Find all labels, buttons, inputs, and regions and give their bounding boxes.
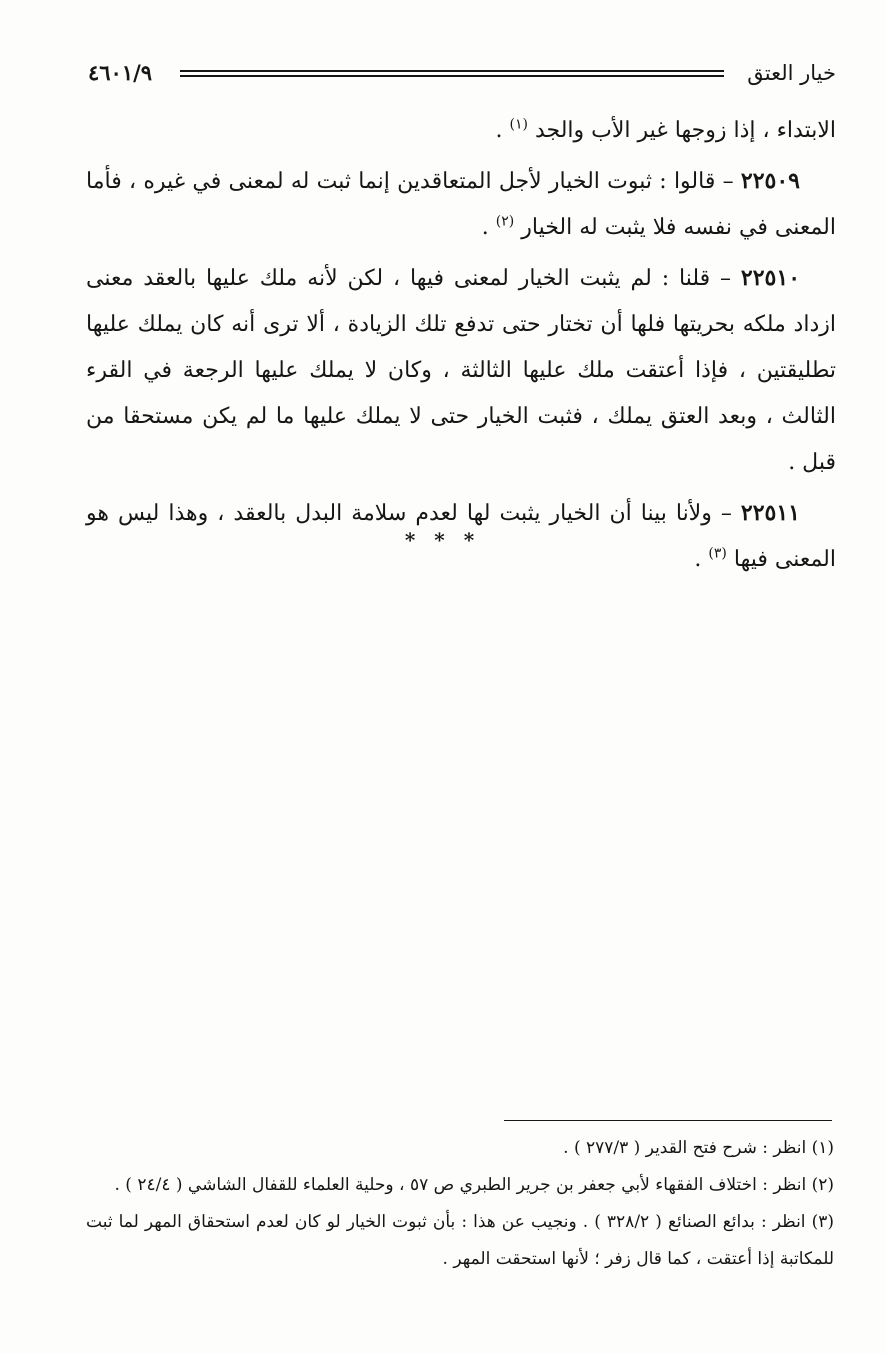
footnotes-section <box>86 1130 834 1278</box>
paragraph-end: . <box>495 118 503 143</box>
footnote-1: (١) انظر : شرح فتح القدير ( ٢٧٧/٣ ) . <box>563 1138 834 1158</box>
page-number: ٤٦٠١/٩ <box>88 60 153 85</box>
paragraph-text: – قالوا : ثبوت الخيار لأجل المتعاقدين إنما ثبت له لمعنى في غيره ، فأما المعنى في نفسه فلا يثبت له الخيار <box>86 169 836 240</box>
footnote-ref-2[interactable]: (٢) <box>495 213 515 230</box>
paragraph-22509 <box>86 158 836 251</box>
paragraph-text: الابتداء ، إذا زوجها غير الأب والجد <box>534 118 836 143</box>
section-separator: * * * <box>404 528 481 552</box>
running-title: خيار العتق <box>747 61 836 85</box>
paragraph-end: . <box>694 547 702 572</box>
paragraph-text: – قلنا : لم يثبت الخيار لمعنى فيها ، لكن لأنه ملك عليها بالعقد معنى ازداد ملكه بحريتها فلها أن تختار حتى تدفع تلك الزيادة ، ألا ترى أنه كان يملك عليها تطليقتين ، فإذا أعتقت ملك عليها الثالثة ، وكان لا يملك عليها الرجعة في القرء الثالث ، وبعد العتق يملك ، فثبت الخيار حتى لا يملك عليها ما لم يكن مستحقا من قبل . <box>86 266 836 475</box>
footnote-ref-3[interactable]: (٣) <box>708 545 727 562</box>
paragraph-22510 <box>86 255 836 486</box>
header-double-rule <box>180 70 724 77</box>
page-header <box>88 56 836 90</box>
footnote-3: (٣) انظر : بدائع الصنائع ( ٣٢٨/٢ ) . ونجيب عن هذا : بأن ثبوت الخيار لو كان لعدم استحقاق المهر لما ثبت للمكاتبة إذا أعتقت ، كما قال زفر ؛ لأنها استحقت المهر . <box>86 1212 835 1269</box>
footnote-rule <box>504 1120 832 1121</box>
main-text <box>86 108 836 587</box>
paragraph-number: ٢٢٥١٠ <box>740 265 801 291</box>
paragraph-text: – ولأنا بينا أن الخيار يثبت لها لعدم سلامة البدل بالعقد ، وهذا ليس هو المعنى فيها <box>86 501 836 572</box>
paragraph-continuation <box>86 108 836 154</box>
paragraph-number: ٢٢٥٠٩ <box>740 168 800 194</box>
footnote-2: (٢) انظر : اختلاف الفقهاء لأبي جعفر بن جرير الطبري ص ٥٧ ، وحلية العلماء للقفال الشاشي ( ٢٤/٤ ) . <box>114 1175 834 1195</box>
paragraph-end: . <box>481 215 489 240</box>
paragraph-number: ٢٢٥١١ <box>740 500 800 526</box>
footnote-ref-1[interactable]: (١) <box>509 116 528 133</box>
